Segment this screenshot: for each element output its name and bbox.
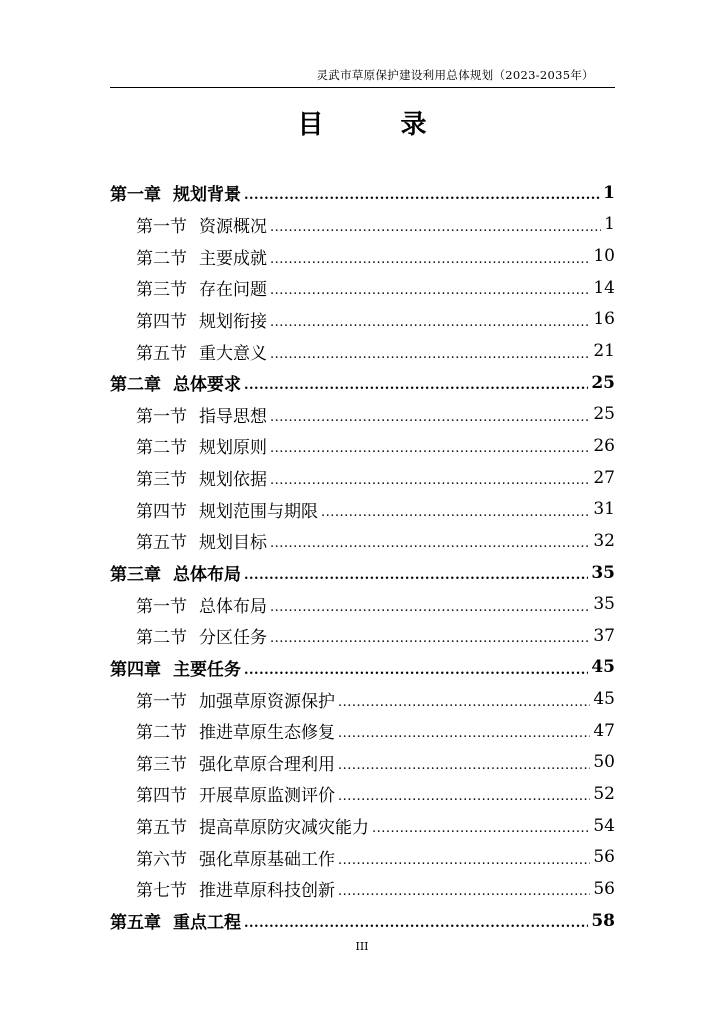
dot-leader [270, 316, 590, 329]
toc-section-entry[interactable] [110, 493, 615, 525]
toc-chapter-entry[interactable] [110, 905, 615, 937]
toc-entry-number: 第三节 [136, 754, 187, 775]
toc-entry-number: 第一节 [136, 406, 187, 427]
toc-entry-number: 第四节 [136, 311, 187, 332]
toc-entry-page: 25 [591, 372, 615, 393]
toc-entry-page: 1 [603, 182, 615, 203]
running-header: 灵武市草原保护建设利用总体规划（2023-2035年） [316, 68, 594, 82]
toc-entry-title: 加强草原资源保护 [199, 691, 335, 712]
toc-entry-number: 第五节 [136, 533, 187, 554]
toc-chapter-entry[interactable] [110, 557, 615, 589]
toc-entry-title: 分区任务 [199, 628, 267, 649]
toc-chapter-entry[interactable] [110, 652, 615, 684]
dot-leader [244, 569, 588, 582]
toc-section-entry[interactable] [110, 683, 615, 715]
toc-entry-title: 总体布局 [173, 565, 241, 585]
toc-entry-title: 存在问题 [199, 280, 267, 301]
toc-entry-page: 45 [593, 689, 615, 710]
toc-chapter-entry[interactable] [110, 177, 615, 209]
toc-entry-number: 第三章 [110, 565, 161, 585]
toc-section-entry[interactable] [110, 810, 615, 842]
toc-entry-page: 56 [593, 847, 615, 868]
toc-section-entry[interactable] [110, 462, 615, 494]
toc-entry-title: 规划依据 [199, 470, 267, 491]
toc-entry-page: 45 [591, 657, 615, 678]
toc-section-entry[interactable] [110, 747, 615, 779]
dot-leader [338, 696, 590, 709]
toc-entry-number: 第七节 [136, 881, 187, 902]
toc-section-entry[interactable] [110, 209, 615, 241]
toc-entry-number: 第二节 [136, 438, 187, 459]
page-title: 目 录 [297, 110, 461, 140]
dot-leader [270, 284, 590, 297]
toc-entry-page: 10 [593, 246, 615, 267]
toc-entry-title: 开展草原监测评价 [199, 786, 335, 807]
toc-entry-page: 47 [593, 720, 615, 741]
toc-entry-page: 35 [591, 562, 615, 583]
toc-entry-number: 第三节 [136, 470, 187, 491]
toc-entry-page: 26 [593, 435, 615, 456]
toc-entry-title: 主要成就 [199, 248, 267, 269]
toc-entry-number: 第六节 [136, 849, 187, 870]
toc-section-entry[interactable] [110, 873, 615, 905]
toc-entry-title: 主要任务 [173, 659, 241, 680]
dot-leader [244, 664, 588, 677]
toc-entry-title: 指导思想 [199, 406, 267, 427]
toc-entry-number: 第五节 [136, 818, 187, 839]
toc-entry-number: 第二节 [136, 723, 187, 744]
toc-entry-page: 32 [593, 530, 615, 551]
dot-leader [244, 917, 588, 930]
toc-entry-title: 强化草原合理利用 [199, 754, 335, 775]
toc-entry-page: 16 [593, 309, 615, 330]
toc-section-entry[interactable] [110, 335, 615, 367]
dot-leader [270, 601, 590, 614]
toc-entry-page: 27 [593, 467, 615, 488]
toc-section-entry[interactable] [110, 430, 615, 462]
toc-entry-page: 1 [604, 214, 615, 235]
toc-entry-number: 第一节 [136, 596, 187, 617]
dot-leader [244, 379, 588, 392]
toc-entry-title: 规划范围与期限 [199, 501, 318, 522]
toc-entry-number: 第二章 [110, 375, 161, 396]
dot-leader [270, 221, 601, 234]
toc-section-entry[interactable] [110, 715, 615, 747]
toc-entry-title: 总体要求 [173, 375, 241, 396]
dot-leader [270, 442, 590, 455]
dot-leader [338, 854, 590, 867]
toc-entry-page: 56 [593, 878, 615, 899]
toc-section-entry[interactable] [110, 778, 615, 810]
toc-section-entry[interactable] [110, 525, 615, 557]
toc-entry-page: 37 [593, 625, 615, 646]
dot-leader [372, 822, 590, 835]
dot-leader [338, 885, 590, 898]
toc-entry-page: 14 [593, 277, 615, 298]
toc-entry-number: 第一节 [136, 216, 187, 237]
toc-section-entry[interactable] [110, 272, 615, 304]
toc-entry-page: 31 [593, 499, 615, 520]
toc-section-entry[interactable] [110, 841, 615, 873]
toc-entry-title: 规划衔接 [199, 311, 267, 332]
toc-section-entry[interactable] [110, 620, 615, 652]
toc-entry-number: 第五章 [110, 913, 161, 934]
toc-chapter-entry[interactable] [110, 367, 615, 399]
dot-leader [270, 474, 590, 487]
toc-section-entry[interactable] [110, 588, 615, 620]
page-number: III [355, 940, 369, 953]
dot-leader [338, 759, 590, 772]
toc-entry-title: 资源概况 [199, 216, 267, 237]
toc-entry-title: 推进草原生态修复 [199, 723, 335, 744]
dot-leader [270, 348, 590, 361]
toc-entry-number: 第四章 [110, 659, 161, 680]
dot-leader [270, 537, 590, 550]
toc-entry-title: 推进草原科技创新 [199, 881, 335, 902]
toc-section-entry[interactable] [110, 398, 615, 430]
toc-entry-page: 52 [593, 783, 615, 804]
toc-entry-title: 重大意义 [199, 343, 267, 364]
toc-entry-title: 强化草原基础工作 [199, 849, 335, 870]
toc-entry-number: 第二节 [136, 628, 187, 649]
toc-entry-number: 第五节 [136, 343, 187, 364]
dot-leader [270, 632, 590, 645]
toc-entry-page: 25 [593, 404, 615, 425]
toc-entry-number: 第四节 [136, 501, 187, 522]
toc-entry-title: 规划原则 [199, 438, 267, 459]
toc-entry-title: 规划目标 [199, 533, 267, 554]
toc-section-entry[interactable] [110, 240, 615, 272]
dot-leader [244, 189, 600, 202]
dot-leader [321, 506, 590, 519]
header-rule [110, 87, 615, 88]
toc-entry-title: 总体布局 [199, 596, 267, 617]
toc-entry-title: 重点工程 [173, 913, 241, 934]
toc-section-entry[interactable] [110, 304, 615, 336]
toc-entry-page: 58 [591, 910, 615, 931]
dot-leader [270, 253, 590, 266]
toc-entry-page: 50 [593, 752, 615, 773]
toc-entry-number: 第二节 [136, 248, 187, 269]
toc-entry-number: 第一节 [136, 691, 187, 712]
toc-entry-number: 第三节 [136, 280, 187, 301]
dot-leader [270, 411, 590, 424]
toc-entry-title: 提高草原防灾减灾能力 [199, 818, 369, 839]
dot-leader [338, 790, 590, 803]
toc-entry-page: 21 [593, 341, 615, 362]
dot-leader [338, 727, 590, 740]
toc-entry-page: 35 [593, 594, 615, 615]
toc-entry-number: 第一章 [110, 185, 161, 206]
toc-entry-number: 第四节 [136, 786, 187, 807]
toc-entry-page: 54 [593, 815, 615, 836]
toc-entry-title: 规划背景 [173, 185, 241, 206]
table-of-contents [110, 177, 615, 936]
